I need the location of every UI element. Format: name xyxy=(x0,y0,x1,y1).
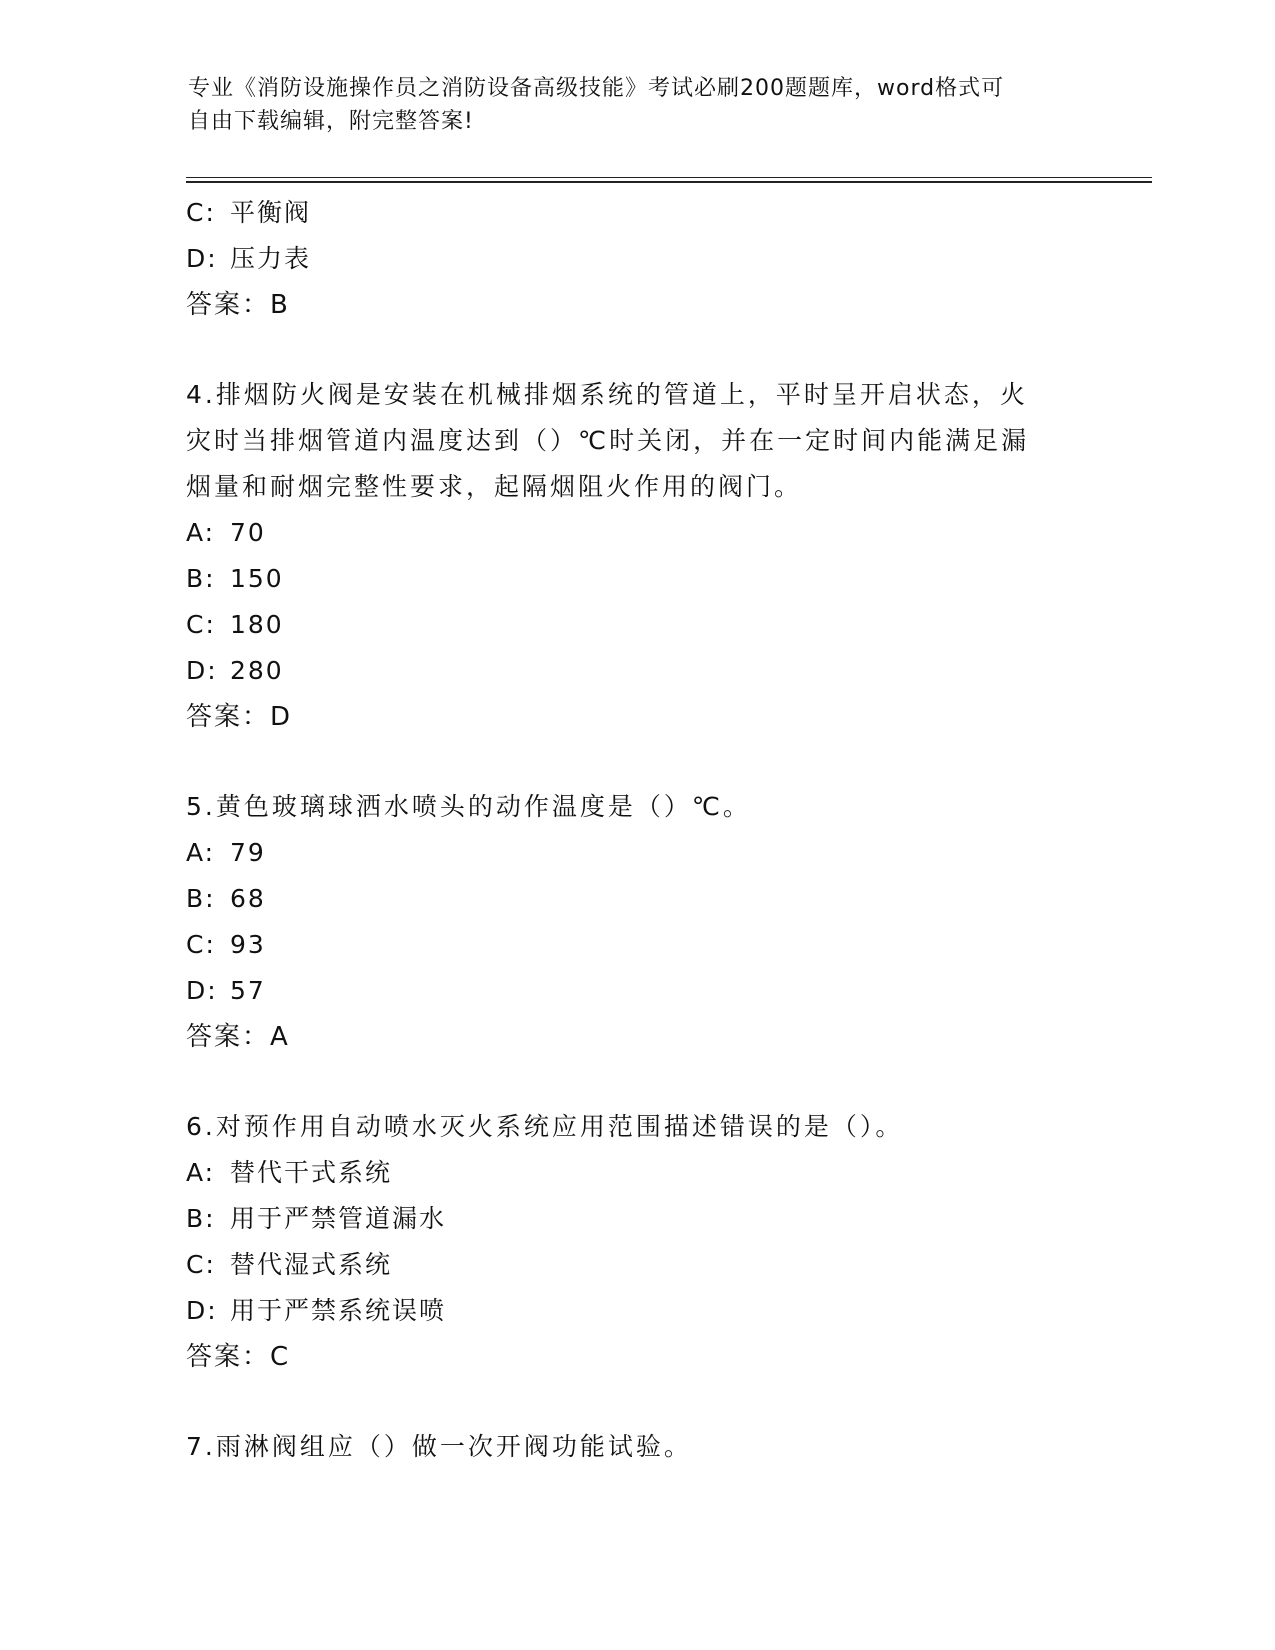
option-a xyxy=(186,510,1086,556)
question-4 xyxy=(186,372,1086,740)
option-b xyxy=(186,1196,1086,1242)
option-text: 用于严禁管道漏水 xyxy=(230,1204,447,1233)
option-key: B: xyxy=(186,1204,216,1233)
question-text xyxy=(186,1424,1066,1470)
option-text: 68 xyxy=(230,884,266,913)
question-text-line: 7.雨淋阀组应（）做一次开阀功能试验。 xyxy=(186,1432,692,1461)
option-text: 替代湿式系统 xyxy=(230,1250,393,1279)
option-text: 57 xyxy=(230,976,266,1005)
question-text-line: 4.排烟防火阀是安装在机械排烟系统的管道上，平时呈开启状态，火 xyxy=(186,380,1028,409)
option-key: C: xyxy=(186,198,216,227)
option-text: 70 xyxy=(230,518,266,547)
header-line-1: 专业《消防设施操作员之消防设备高级技能》考试必刷200题题库，word格式可 xyxy=(188,76,1005,101)
option-key: A: xyxy=(186,1158,216,1187)
question-5 xyxy=(186,784,1086,1060)
option-key: D: xyxy=(186,244,218,273)
option-text: 180 xyxy=(230,610,284,639)
option-b xyxy=(186,876,1086,922)
question-6 xyxy=(186,1104,1086,1380)
option-key: D: xyxy=(186,976,218,1005)
question-text-line: 灾时当排烟管道内温度达到（）℃时关闭，并在一定时间内能满足漏 xyxy=(186,426,1030,455)
question-text xyxy=(186,784,1066,830)
header-rule-thick xyxy=(186,181,1152,183)
question-7 xyxy=(186,1424,1086,1470)
answer-line: 答案：C xyxy=(186,1342,291,1372)
option-d xyxy=(186,648,1086,694)
option-c xyxy=(186,190,1086,236)
option-text: 平衡阀 xyxy=(230,198,312,227)
answer-line: 答案：B xyxy=(186,290,290,320)
option-key: A: xyxy=(186,518,216,547)
option-text: 280 xyxy=(230,656,284,685)
question-list xyxy=(186,190,1086,1470)
option-a xyxy=(186,830,1086,876)
header-rule-thin xyxy=(186,177,1152,178)
option-b xyxy=(186,556,1086,602)
option-d xyxy=(186,968,1086,1014)
question-text-line: 5.黄色玻璃球洒水喷头的动作温度是（）℃。 xyxy=(186,792,751,821)
option-key: B: xyxy=(186,884,216,913)
document-header xyxy=(188,72,1068,138)
option-a xyxy=(186,1150,1086,1196)
option-text: 用于严禁系统误喷 xyxy=(230,1296,447,1325)
question-text xyxy=(186,1104,1066,1150)
option-text: 替代干式系统 xyxy=(230,1158,393,1187)
option-key: B: xyxy=(186,564,216,593)
option-key: C: xyxy=(186,610,216,639)
option-key: D: xyxy=(186,1296,218,1325)
answer-line: 答案：D xyxy=(186,702,293,732)
option-c xyxy=(186,602,1086,648)
question-text xyxy=(186,372,1066,510)
option-d xyxy=(186,1288,1086,1334)
option-text: 压力表 xyxy=(230,244,312,273)
header-line-2: 自由下载编辑，附完整答案! xyxy=(188,109,474,134)
answer-line: 答案：A xyxy=(186,1022,290,1052)
option-d xyxy=(186,236,1086,282)
question-text-line: 6.对预作用自动喷水灭火系统应用范围描述错误的是（）。 xyxy=(186,1112,904,1141)
option-key: C: xyxy=(186,1250,216,1279)
option-text: 79 xyxy=(230,838,266,867)
option-key: C: xyxy=(186,930,216,959)
option-text: 93 xyxy=(230,930,266,959)
option-c xyxy=(186,922,1086,968)
option-c xyxy=(186,1242,1086,1288)
option-key: A: xyxy=(186,838,216,867)
question-3-tail xyxy=(186,190,1086,328)
option-text: 150 xyxy=(230,564,284,593)
option-key: D: xyxy=(186,656,218,685)
question-text-line: 烟量和耐烟完整性要求，起隔烟阻火作用的阀门。 xyxy=(186,472,803,501)
